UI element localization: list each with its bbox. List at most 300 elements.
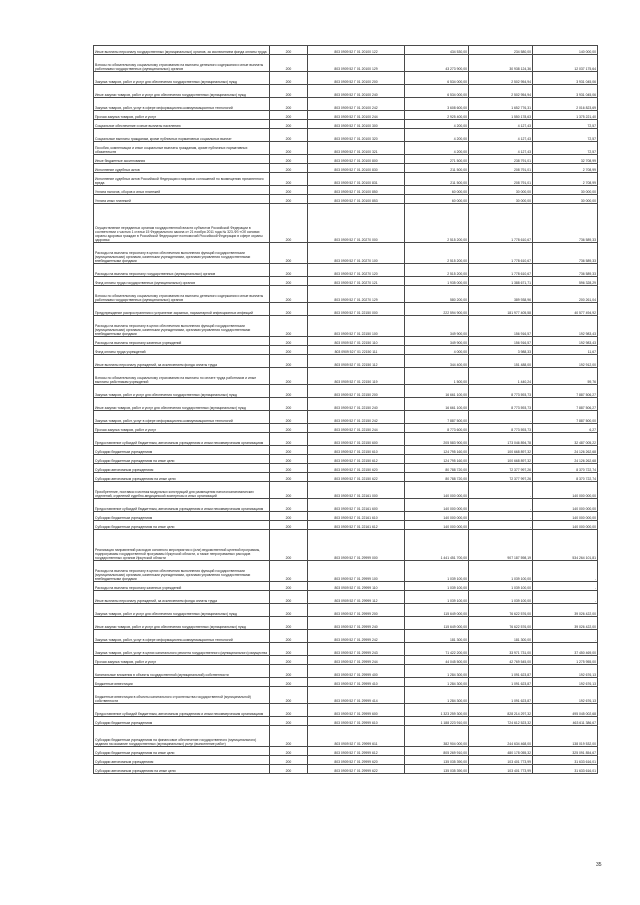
row-name-cell: Субсидии бюджетным учреждениям <box>94 717 270 726</box>
table-row <box>94 129 598 142</box>
row-name-cell: Взносы по обязательному социальному страхованию на выплаты по оплате труда работников и иные выплаты работникам учреждений <box>94 368 270 385</box>
table-row <box>94 204 598 243</box>
row-name-cell: Предоставление субсидий бюджетным, автономным учреждениям и иным некоммерческим организациям <box>94 433 270 446</box>
row-executed-cell: 4 127,43 <box>469 142 533 155</box>
row-name-cell: Фонд оплаты труда учреждений <box>94 346 270 355</box>
row-unexecuted-cell: 140 000 000,00 <box>533 512 598 521</box>
table-row <box>94 72 598 85</box>
row-approved-cell: 1 039 100,00 <box>405 561 469 582</box>
table-row <box>94 499 598 512</box>
row-unexecuted-cell: 192 676,13 <box>533 687 598 704</box>
row-approved-cell: 6 534 000,00 <box>405 85 469 98</box>
row-executed-cell: - <box>469 411 533 424</box>
row-name-cell: Расходы на выплаты персоналу казенных учреждений <box>94 337 270 346</box>
row-name-cell: Расходы на выплаты персоналу государственных (муниципальных) органов <box>94 264 270 277</box>
row-kbk-cell: 803 0909 52 Г 01 29999 610 <box>308 717 405 726</box>
row-executed-cell: - <box>469 499 533 512</box>
row-kbk-cell: 803 0909 52 Г 01 29999 000 <box>308 530 405 561</box>
table-row <box>94 303 598 316</box>
row-kbk-cell: 803 0909 52 Г 01 29999 620 <box>308 756 405 765</box>
row-executed-cell: 1 550 178,63 <box>469 111 533 120</box>
row-unexecuted-cell: 325 091 854,67 <box>533 747 598 756</box>
table-row <box>94 85 598 98</box>
row-code-cell: 200 <box>270 142 308 155</box>
row-kbk-cell: 803 0909 52 Г 01 29999 622 <box>308 765 405 774</box>
row-approved-cell: 349 900,00 <box>405 316 469 337</box>
row-name-cell: Социальное обеспечение и иные выплаты населению <box>94 120 270 129</box>
table-row <box>94 482 598 499</box>
row-kbk-cell: 803 0909 52 Г 01 29999 611 <box>308 726 405 747</box>
row-unexecuted-cell: 2 708,99 <box>533 173 598 186</box>
row-code-cell: 200 <box>270 72 308 85</box>
row-unexecuted-cell: 140 000 000,00 <box>533 521 598 530</box>
row-kbk-cell: 803 0909 52 Г 01 29999 244 <box>308 656 405 665</box>
row-code-cell: 200 <box>270 286 308 303</box>
row-executed-cell: 103 401 773,99 <box>469 756 533 765</box>
row-executed-cell: 72 377 997,26 <box>469 464 533 473</box>
table-row <box>94 398 598 411</box>
row-unexecuted-cell: - <box>533 591 598 604</box>
row-code-cell: 200 <box>270 765 308 774</box>
row-unexecuted-cell: 1 375 221,40 <box>533 111 598 120</box>
row-unexecuted-cell: 192 983,43 <box>533 316 598 337</box>
table-row <box>94 747 598 756</box>
row-executed-cell: 244 634 468,00 <box>469 726 533 747</box>
row-unexecuted-cell: 39 026 422,00 <box>533 604 598 617</box>
row-executed-cell: 42 769 545,00 <box>469 656 533 665</box>
table-row <box>94 424 598 433</box>
row-code-cell: 200 <box>270 617 308 630</box>
row-kbk-cell: 803 0909 52 Г 01 20270 100 <box>308 243 405 264</box>
row-code-cell: 200 <box>270 277 308 286</box>
row-approved-cell: 344 400,00 <box>405 355 469 368</box>
row-code-cell: 200 <box>270 756 308 765</box>
row-code-cell: 200 <box>270 111 308 120</box>
row-kbk-cell: 803 0909 52 Г 01 29999 410 <box>308 678 405 687</box>
row-kbk-cell: 803 0909 52 Г 01 22150 112 <box>308 355 405 368</box>
row-name-cell: Закупка товаров, работ, услуг в целях капитального ремонта государственного (муниципального) имущества <box>94 643 270 656</box>
row-kbk-cell: 803 0909 52 Г 01 20100 244 <box>308 111 405 120</box>
row-name-cell: Прочая закупка товаров, работ и услуг <box>94 656 270 665</box>
row-name-cell: Капитальные вложения в объекты государственной (муниципальной) собственности <box>94 665 270 678</box>
row-code-cell: 200 <box>270 98 308 111</box>
row-unexecuted-cell: 192 676,13 <box>533 678 598 687</box>
row-kbk-cell: 803 0909 52 Г 01 22161 000 <box>308 482 405 499</box>
table-row <box>94 173 598 186</box>
table-row <box>94 186 598 195</box>
row-executed-cell: 100 668 897,32 <box>469 455 533 464</box>
row-executed-cell: 3 988,33 <box>469 346 533 355</box>
row-executed-cell: 151 488,00 <box>469 355 533 368</box>
row-approved-cell: 135 035 390,00 <box>405 765 469 774</box>
row-name-cell: Исполнение судебных актов Российской Федерации и мировых соглашений по возмещению причиненного вреда <box>94 173 270 186</box>
row-kbk-cell: 803 0909 52 Г 01 22161 610 <box>308 512 405 521</box>
row-code-cell: 200 <box>270 355 308 368</box>
row-executed-cell: 8 773 593,73 <box>469 424 533 433</box>
row-unexecuted-cell: 40 577 494,92 <box>533 303 598 316</box>
row-unexecuted-cell: 736 589,33 <box>533 243 598 264</box>
row-approved-cell: 7 887 500,00 <box>405 411 469 424</box>
row-code-cell: 200 <box>270 264 308 277</box>
row-unexecuted-cell: 32 708,99 <box>533 155 598 164</box>
row-kbk-cell: 803 0909 52 Г 01 20270 000 <box>308 204 405 243</box>
row-name-cell: Иные закупки товаров, работ и услуг для обеспечения государственных (муниципальных) нужд <box>94 85 270 98</box>
row-unexecuted-cell: 72,57 <box>533 120 598 129</box>
table-row <box>94 195 598 204</box>
row-executed-cell: 30 000,00 <box>469 186 533 195</box>
row-approved-cell: 580 200,00 <box>405 286 469 303</box>
row-executed-cell: 156 916,57 <box>469 337 533 346</box>
row-code-cell: 200 <box>270 656 308 665</box>
row-executed-cell: 33 971 731,00 <box>469 643 533 656</box>
row-executed-cell: 181 977 405,58 <box>469 303 533 316</box>
row-executed-cell: 76 622 576,00 <box>469 604 533 617</box>
row-code-cell: 200 <box>270 204 308 243</box>
table-row <box>94 264 598 277</box>
row-executed-cell: 8 773 593,73 <box>469 385 533 398</box>
row-kbk-cell: 803 0909 52 Г 01 22150 119 <box>308 368 405 385</box>
row-kbk-cell: 803 0909 52 Г 01 20100 200 <box>308 72 405 85</box>
row-executed-cell: 8 773 593,73 <box>469 398 533 411</box>
row-executed-cell: 1 039 100,00 <box>469 591 533 604</box>
row-code-cell: 200 <box>270 482 308 499</box>
table-row <box>94 473 598 482</box>
table-row <box>94 630 598 643</box>
row-unexecuted-cell: 8 370 722,74 <box>533 464 598 473</box>
row-code-cell: 200 <box>270 243 308 264</box>
table-row <box>94 678 598 687</box>
row-kbk-cell: 803 0909 52 Г 01 20100 321 <box>308 142 405 155</box>
row-unexecuted-cell: 31 633 616,01 <box>533 756 598 765</box>
row-code-cell: 200 <box>270 630 308 643</box>
row-approved-cell: 80 788 720,00 <box>405 473 469 482</box>
row-approved-cell: 1 284 300,00 <box>405 678 469 687</box>
row-code-cell: 200 <box>270 129 308 142</box>
row-approved-cell: 4 200,00 <box>405 120 469 129</box>
row-approved-cell: 181 300,00 <box>405 630 469 643</box>
row-executed-cell: 1 778 610,67 <box>469 264 533 277</box>
table-row <box>94 277 598 286</box>
row-name-cell: Иные закупки товаров, работ и услуг для обеспечения государственных (муниципальных) нужд <box>94 398 270 411</box>
row-executed-cell: 1 039 100,00 <box>469 582 533 591</box>
row-code-cell: 200 <box>270 512 308 521</box>
row-code-cell: 200 <box>270 582 308 591</box>
row-approved-cell: 4 200,00 <box>405 129 469 142</box>
report-table-container <box>93 45 597 774</box>
table-row <box>94 726 598 747</box>
row-approved-cell: 2 515 200,00 <box>405 204 469 243</box>
table-row <box>94 355 598 368</box>
row-executed-cell: 1 652 776,31 <box>469 98 533 111</box>
row-unexecuted-cell: 37 450 469,00 <box>533 643 598 656</box>
table-row <box>94 120 598 129</box>
row-code-cell: 200 <box>270 337 308 346</box>
row-code-cell: 200 <box>270 591 308 604</box>
row-unexecuted-cell: 72,57 <box>533 129 598 142</box>
row-name-cell: Бюджетные инвестиции <box>94 678 270 687</box>
row-unexecuted-cell: 11,67 <box>533 346 598 355</box>
row-approved-cell: 1 441 451 700,00 <box>405 530 469 561</box>
row-name-cell: Осуществление переданных органам государственной власти субъектов Российской Федерации в соответствии с частью 1 статьи 15 Федерального закона от 21 ноября 2011 года № 323-ФЗ «Об основах охраны здоровья граждан в Российской Федерации» полномочий Российской Федерации в сфере охраны здоровья <box>94 204 270 243</box>
table-row <box>94 530 598 561</box>
row-executed-cell: 72 377 997,26 <box>469 473 533 482</box>
row-kbk-cell: 803 0909 52 Г 01 22150 622 <box>308 473 405 482</box>
row-kbk-cell: 803 0909 52 Г 01 22150 600 <box>308 433 405 446</box>
row-executed-cell: 4 127,43 <box>469 129 533 142</box>
row-approved-cell: 124 795 160,00 <box>405 455 469 464</box>
row-kbk-cell: 803 0909 52 Г 01 29999 200 <box>308 604 405 617</box>
row-unexecuted-cell: 2 016 823,69 <box>533 98 598 111</box>
table-row <box>94 756 598 765</box>
row-kbk-cell: 803 0909 52 Г 01 22150 100 <box>308 316 405 337</box>
row-executed-cell: 4 127,43 <box>469 120 533 129</box>
row-name-cell: Субсидии автономным учреждениям <box>94 756 270 765</box>
row-approved-cell: 205 583 900,00 <box>405 433 469 446</box>
row-kbk-cell: 803 0909 52 Г 01 22161 612 <box>308 521 405 530</box>
row-executed-cell: 208 791,01 <box>469 164 533 173</box>
row-kbk-cell: 803 0909 52 Г 01 29999 110 <box>308 582 405 591</box>
row-kbk-cell: 803 0909 52 Г 01 20100 300 <box>308 120 405 129</box>
row-kbk-cell: 803 0909 52 Г 01 29999 243 <box>308 643 405 656</box>
row-kbk-cell: 803 0909 52 Г 01 20100 830 <box>308 164 405 173</box>
row-code-cell: 200 <box>270 665 308 678</box>
row-unexecuted-cell: 736 589,33 <box>533 264 598 277</box>
row-code-cell: 200 <box>270 55 308 72</box>
row-name-cell: Закупка товаров, работ и услуг для обеспечения государственных (муниципальных) нужд <box>94 604 270 617</box>
table-row <box>94 704 598 717</box>
row-name-cell: Иные бюджетные ассигнования <box>94 155 270 164</box>
row-kbk-cell: 803 0909 52 Г 01 20100 831 <box>308 173 405 186</box>
row-unexecuted-cell: 30 000,00 <box>533 195 598 204</box>
row-kbk-cell: 803 0909 52 Г 01 29999 242 <box>308 630 405 643</box>
row-name-cell: Субсидии автономным учреждениям на иные цели <box>94 473 270 482</box>
row-executed-cell: 156 916,57 <box>469 316 533 337</box>
row-name-cell: Иные выплаты персоналу учреждений, за исключением фонда оплаты труда <box>94 355 270 368</box>
row-name-cell: Взносы по обязательному социальному страхованию на выплаты денежного содержания и иные выплаты работникам государственных (муниципальных) органов <box>94 55 270 72</box>
row-name-cell: Предоставление субсидий бюджетным, автономным учреждениям и иным некоммерческим организациям <box>94 704 270 717</box>
row-executed-cell: 907 187 598,19 <box>469 530 533 561</box>
row-executed-cell: 1 440,24 <box>469 368 533 385</box>
row-unexecuted-cell: 463 611 386,67 <box>533 717 598 726</box>
row-name-cell: Иные выплаты персоналу государственных (муниципальных) органов, за исключением фонда оплаты труда <box>94 46 270 55</box>
row-executed-cell: 480 178 055,32 <box>469 747 533 756</box>
row-executed-cell: 389 938,96 <box>469 286 533 303</box>
row-unexecuted-cell: 200 261,04 <box>533 286 598 303</box>
row-executed-cell: 234 580,00 <box>469 46 533 55</box>
row-approved-cell: 16 661 100,00 <box>405 385 469 398</box>
row-name-cell: Взносы по обязательному социальному страхованию на выплаты денежного содержания и иные выплаты работникам государственных (муниципальных) органов <box>94 286 270 303</box>
row-unexecuted-cell: 31 633 616,01 <box>533 765 598 774</box>
table-row <box>94 665 598 678</box>
table-row <box>94 604 598 617</box>
row-approved-cell: 211 500,00 <box>405 173 469 186</box>
row-executed-cell: 724 612 523,32 <box>469 717 533 726</box>
row-approved-cell: 2 515 200,00 <box>405 264 469 277</box>
row-unexecuted-cell: 138 019 532,00 <box>533 726 598 747</box>
row-approved-cell: 1 935 000,00 <box>405 277 469 286</box>
row-kbk-cell: 803 0909 52 Г 01 22150 000 <box>308 303 405 316</box>
row-unexecuted-cell: 59,76 <box>533 368 598 385</box>
row-approved-cell: 124 795 160,00 <box>405 446 469 455</box>
row-code-cell: 200 <box>270 704 308 717</box>
row-approved-cell: 71 422 200,00 <box>405 643 469 656</box>
row-approved-cell: 60 000,00 <box>405 186 469 195</box>
row-name-cell: Закупка товаров, работ, услуг в сфере информационно-коммуникационных технологий <box>94 630 270 643</box>
table-row <box>94 512 598 521</box>
row-kbk-cell: 803 0909 52 Г 01 20100 800 <box>308 155 405 164</box>
row-name-cell: Уплата налогов, сборов и иных платежей <box>94 186 270 195</box>
budget-execution-table <box>93 45 598 774</box>
row-unexecuted-cell: 7 887 506,27 <box>533 398 598 411</box>
row-code-cell: 200 <box>270 717 308 726</box>
row-name-cell: Закупка товаров, работ и услуг для обеспечения государственных (муниципальных) нужд <box>94 385 270 398</box>
row-approved-cell: 2 515 200,00 <box>405 243 469 264</box>
row-approved-cell: 1 188 223 910,00 <box>405 717 469 726</box>
table-row <box>94 142 598 155</box>
row-code-cell: 200 <box>270 368 308 385</box>
row-unexecuted-cell: 192 912,00 <box>533 355 598 368</box>
row-code-cell: 200 <box>270 346 308 355</box>
row-kbk-cell: 803 0909 52 Г 01 22150 612 <box>308 455 405 464</box>
table-row <box>94 111 598 120</box>
row-executed-cell: 1 091 623,87 <box>469 665 533 678</box>
row-approved-cell: 135 035 390,00 <box>405 756 469 765</box>
row-code-cell: 200 <box>270 195 308 204</box>
row-approved-cell: 4 200,00 <box>405 142 469 155</box>
row-code-cell: 200 <box>270 473 308 482</box>
row-executed-cell: 181 300,00 <box>469 630 533 643</box>
row-name-cell: Бюджетные инвестиции в объекты капитального строительства государственной (муниципальной) собственности <box>94 687 270 704</box>
table-row <box>94 433 598 446</box>
table-row <box>94 687 598 704</box>
row-approved-cell: 211 500,00 <box>405 164 469 173</box>
row-unexecuted-cell: 2 708,99 <box>533 164 598 173</box>
row-unexecuted-cell: 8 370 722,74 <box>533 473 598 482</box>
row-code-cell: 200 <box>270 316 308 337</box>
row-kbk-cell: 803 0909 52 Г 01 22150 240 <box>308 398 405 411</box>
row-executed-cell: 30 938 124,36 <box>469 55 533 72</box>
row-name-cell: Социальные выплаты гражданам, кроме публичных нормативных социальных выплат <box>94 129 270 142</box>
row-kbk-cell: 803 0909 52 Г 01 22150 620 <box>308 464 405 473</box>
table-row <box>94 643 598 656</box>
table-row <box>94 591 598 604</box>
row-code-cell: 200 <box>270 499 308 512</box>
row-executed-cell: - <box>469 512 533 521</box>
row-kbk-cell: 803 0909 52 Г 01 22150 111 <box>308 346 405 355</box>
row-kbk-cell: 803 0909 52 Г 01 22150 200 <box>308 385 405 398</box>
row-name-cell: Иные выплаты персоналу учреждений, за исключением фонда оплаты труда <box>94 591 270 604</box>
row-unexecuted-cell: 24 126 262,68 <box>533 455 598 464</box>
row-approved-cell: 4 000,00 <box>405 346 469 355</box>
row-name-cell: Субсидии бюджетным учреждениям <box>94 512 270 521</box>
row-unexecuted-cell: 7 887 500,00 <box>533 411 598 424</box>
row-unexecuted-cell: 736 589,33 <box>533 204 598 243</box>
row-approved-cell: 44 045 500,00 <box>405 656 469 665</box>
row-kbk-cell: 803 0909 52 Г 01 29999 240 <box>308 617 405 630</box>
row-approved-cell: 2 925 400,00 <box>405 111 469 120</box>
row-approved-cell: 140 000 000,00 <box>405 482 469 499</box>
row-executed-cell: - <box>469 482 533 499</box>
table-row <box>94 617 598 630</box>
row-unexecuted-cell: 72,57 <box>533 142 598 155</box>
row-kbk-cell: 803 0909 52 Г 01 20270 121 <box>308 277 405 286</box>
row-name-cell: Расходы на выплаты персоналу в целях обеспечения выполнения функций государственными (муниципальными) органами, казенными учреждениями, органами управления государственными внебюджетными фондами <box>94 316 270 337</box>
row-code-cell: 200 <box>270 303 308 316</box>
row-executed-cell: 1 091 623,87 <box>469 687 533 704</box>
row-unexecuted-cell: 140 000,00 <box>533 46 598 55</box>
row-unexecuted-cell: 7 887 506,27 <box>533 385 598 398</box>
row-kbk-cell: 803 0909 52 Г 01 20100 850 <box>308 186 405 195</box>
row-code-cell: 200 <box>270 455 308 464</box>
table-row <box>94 286 598 303</box>
row-kbk-cell: 803 0909 52 Г 01 22161 600 <box>308 499 405 512</box>
table-row <box>94 346 598 355</box>
row-executed-cell: 103 401 773,99 <box>469 765 533 774</box>
row-executed-cell: 30 000,00 <box>469 195 533 204</box>
row-unexecuted-cell: 32 487 005,22 <box>533 433 598 446</box>
row-name-cell: Расходы на выплаты персоналу в целях обеспечения выполнения функций государственными (муниципальными) органами, казенными учреждениями, органами управления государственными внебюджетными фондами <box>94 561 270 582</box>
page-number: 35 <box>596 862 602 868</box>
row-name-cell: Иные закупки товаров, работ и услуг для обеспечения государственных (муниципальных) нужд <box>94 617 270 630</box>
row-unexecuted-cell: 6,27 <box>533 424 598 433</box>
row-name-cell: Прочая закупка товаров, работ и услуг <box>94 424 270 433</box>
row-unexecuted-cell: 192 676,13 <box>533 665 598 678</box>
table-row <box>94 164 598 173</box>
row-unexecuted-cell: 495 045 002,68 <box>533 704 598 717</box>
table-row <box>94 582 598 591</box>
row-approved-cell: 271 500,00 <box>405 155 469 164</box>
row-kbk-cell: 803 0909 52 Г 01 20100 320 <box>308 129 405 142</box>
row-executed-cell: 173 046 894,78 <box>469 433 533 446</box>
row-name-cell: Субсидии бюджетным учреждениям <box>94 446 270 455</box>
row-code-cell: 200 <box>270 424 308 433</box>
row-executed-cell: 1 091 623,87 <box>469 678 533 687</box>
row-kbk-cell: 803 0909 52 Г 01 29999 414 <box>308 687 405 704</box>
row-kbk-cell: 803 0909 52 Г 01 22150 244 <box>308 424 405 433</box>
row-executed-cell: 1 388 671,71 <box>469 277 533 286</box>
row-name-cell: Уплата иных платежей <box>94 195 270 204</box>
row-kbk-cell: 803 0909 52 Г 01 29999 112 <box>308 591 405 604</box>
row-code-cell: 200 <box>270 521 308 530</box>
table-row <box>94 446 598 455</box>
row-unexecuted-cell: 12 037 175,64 <box>533 55 598 72</box>
row-approved-cell: 1 039 100,00 <box>405 591 469 604</box>
row-name-cell: Субсидии автономным учреждениям <box>94 464 270 473</box>
table-row <box>94 385 598 398</box>
row-name-cell: Фонд оплаты труда государственных (муниципальных) органов <box>94 277 270 286</box>
row-approved-cell: 43 273 900,00 <box>405 55 469 72</box>
row-unexecuted-cell: 24 126 262,68 <box>533 446 598 455</box>
row-approved-cell: 1 284 300,00 <box>405 687 469 704</box>
row-name-cell: Приобретение, поставка и монтаж модульных конструкций для размещения патологоанатомических отделений, отделений судебно-медицинской экспертизы и иных организаций <box>94 482 270 499</box>
row-approved-cell: 140 000 000,00 <box>405 521 469 530</box>
row-approved-cell: 382 904 000,00 <box>405 726 469 747</box>
row-code-cell: 200 <box>270 604 308 617</box>
row-kbk-cell: 803 0909 52 Г 01 22150 610 <box>308 446 405 455</box>
row-code-cell: 200 <box>270 385 308 398</box>
row-unexecuted-cell: 3 931 045,06 <box>533 72 598 85</box>
table-row <box>94 561 598 582</box>
row-executed-cell: 1 778 610,67 <box>469 204 533 243</box>
row-code-cell: 200 <box>270 164 308 173</box>
row-unexecuted-cell: 534 264 101,81 <box>533 530 598 561</box>
row-executed-cell: 2 502 954,94 <box>469 85 533 98</box>
row-name-cell: Расходы на выплаты персоналу казенных учреждений <box>94 582 270 591</box>
table-row <box>94 316 598 337</box>
row-unexecuted-cell: 30 000,00 <box>533 186 598 195</box>
row-code-cell: 200 <box>270 464 308 473</box>
row-unexecuted-cell: 3 931 045,06 <box>533 85 598 98</box>
